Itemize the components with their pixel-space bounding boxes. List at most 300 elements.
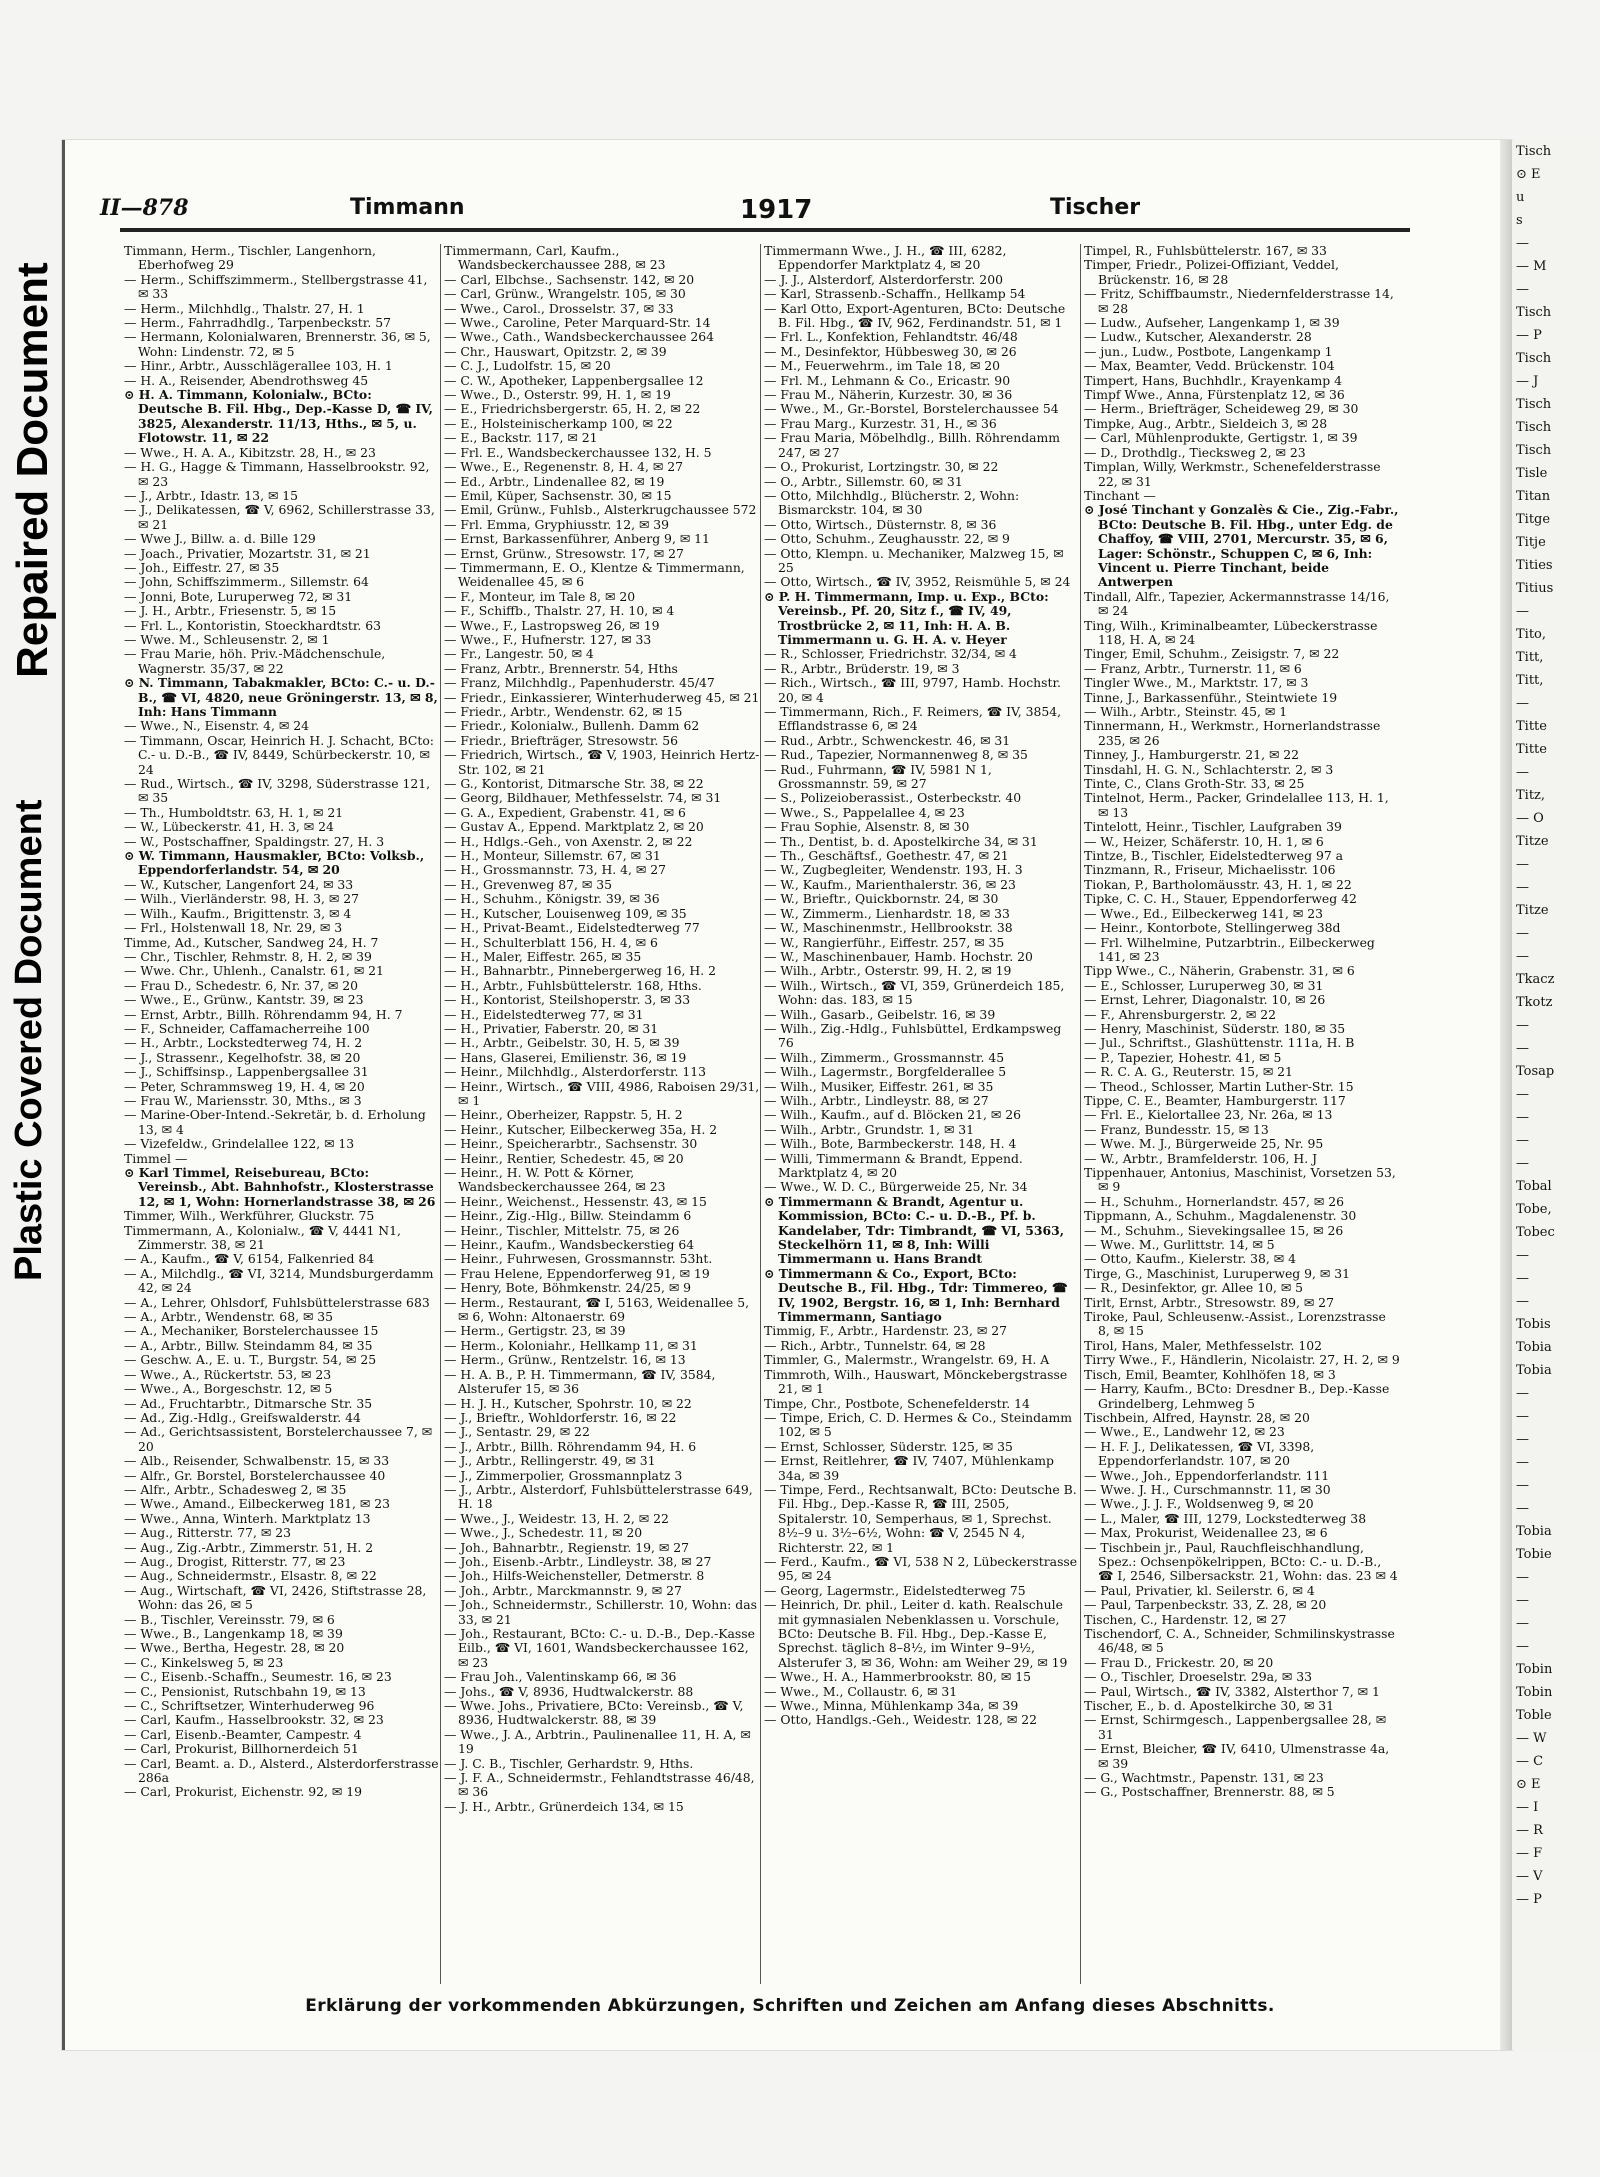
next-page-fragment: — — [1516, 765, 1529, 780]
directory-entry: Tirge, G., Maschinist, Luruperweg 9, ✉ 31 — [1084, 1265, 1350, 1281]
directory-entry: — R., Arbtr., Brüderstr. 19, ✉ 3 — [764, 660, 960, 676]
directory-entry: ⊙ N. Timmann, Tabakmakler, BCto: C.- u. D.-B., ☎ VI, 4820, neue Gröningerstr. 13, ✉ 8, Inh: Hans Timmann — [124, 675, 438, 719]
directory-entry: ⊙ Timmermann & Brandt, Agentur u. Kommission, BCto: C.- u. D.-B., Pf. b. Kandelaber, Tdr: Timbrandt, ☎ VI, 5363, Steckelhörn 11, ✉ 8, Inh: Willi Timmermann u. Hans Brandt — [764, 1193, 1065, 1267]
directory-entry: — M., Feuerwehrm., im Tale 18, ✉ 20 — [764, 358, 1001, 374]
directory-entry: — Henry, Maschinist, Süderstr. 180, ✉ 35 — [1084, 1020, 1346, 1036]
directory-entry: ⊙ Timmermann & Co., Export, BCto: Deutsche B., Fil. Hbg., Tdr: Timmereo, ☎ IV, 1902, Bergstr. 16, ✉ 1, Inh: Bernhard Timmermann, Santiago — [764, 1265, 1068, 1325]
directory-entry: Timpert, Hans, Buchhdlr., Krayenkamp 4 — [1084, 372, 1342, 388]
directory-entry: — Otto, Handlgs.-Geh., Weidestr. 128, ✉ 22 — [764, 1712, 1037, 1728]
directory-entry: — Tischbein jr., Paul, Rauchfleischhandlung, Spez.: Ochsenpökelrippen, BCto: C.- u. D.-B., ☎ I, 2546, Silbersackstr. 21, Wohn: das. 23 ✉ 4 — [1084, 1539, 1398, 1584]
directory-entry: — Wwe., S., Pappelallee 4, ✉ 23 — [764, 804, 965, 820]
next-page-fragment: Toble — [1516, 1708, 1552, 1723]
next-page-fragment: s — [1516, 213, 1523, 228]
directory-entry: — Wilh., Arbtr., Osterstr. 99, H. 2, ✉ 19 — [764, 963, 1012, 979]
directory-entry: — Ernst, Lehrer, Diagonalstr. 10, ✉ 26 — [1084, 992, 1326, 1008]
directory-entry: — Alfr., Gr. Borstel, Borstelerchaussee 40 — [124, 1467, 386, 1483]
directory-entry: — Friedr., Kolonialw., Bullenh. Damm 62 — [444, 718, 700, 734]
directory-entry: Tipke, C. C. H., Stauer, Eppendorferweg 42 — [1084, 891, 1357, 907]
directory-entry: — Wwe., Amand., Eilbeckerweg 181, ✉ 23 — [124, 1496, 390, 1512]
directory-entry: Timplan, Willy, Werkmstr., Schenefelderstrasse 22, ✉ 31 — [1084, 459, 1381, 489]
directory-entry: — Rud., Tapezier, Normannenweg 8, ✉ 35 — [764, 747, 1028, 763]
directory-entry: — C., Schriftsetzer, Winterhuderweg 96 — [124, 1698, 375, 1714]
directory-entry: — J. H., Arbtr., Grünerdeich 134, ✉ 15 — [444, 1798, 684, 1814]
directory-entry: — Wwe., Anna, Winterh. Marktplatz 13 — [124, 1510, 371, 1526]
directory-entry: Timmroth, Wilh., Hauswart, Mönckebergstrasse 21, ✉ 1 — [764, 1366, 1068, 1397]
directory-entry: Timmermann, A., Kolonialw., ☎ V, 4441 N1, Zimmerstr. 38, ✉ 21 — [124, 1222, 401, 1253]
directory-entry: — J., Zimmerpolier, Grossmannplatz 3 — [444, 1467, 683, 1483]
directory-entry: — H., Grevenweg 87, ✉ 35 — [444, 876, 612, 892]
directory-entry: — Aug., Schneidermstr., Elsastr. 8, ✉ 22 — [124, 1568, 377, 1584]
directory-entry: — C., Kinkelsweg 5, ✉ 23 — [124, 1654, 284, 1670]
next-page-fragment: — — [1516, 1110, 1529, 1125]
next-page-fragment: — — [1516, 236, 1529, 251]
directory-entry: — H., Arbtr., Lockstedterweg 74, H. 2 — [124, 1035, 363, 1051]
directory-entry: Tischen, C., Hardenstr. 12, ✉ 27 — [1084, 1611, 1287, 1627]
directory-entry: — Timmermann, Rich., F. Reimers, ☎ IV, 3854, Efflandstrasse 6, ✉ 24 — [764, 704, 1062, 734]
next-page-fragment: — — [1516, 857, 1529, 872]
directory-entry: — Timpe, Erich, C. D. Hermes & Co., Steindamm 102, ✉ 5 — [764, 1409, 1072, 1440]
directory-entry: — Willi, Timmermann & Brandt, Eppend. Marktplatz 4, ✉ 20 — [764, 1150, 1023, 1180]
next-page-fragment: — M — [1516, 259, 1547, 274]
directory-entry: Tinnermann, H., Werkmstr., Hornerlandstrasse 235, ✉ 26 — [1084, 718, 1381, 748]
directory-entry: — Aug., Ritterstr. 77, ✉ 23 — [124, 1525, 292, 1541]
directory-entry: — G. A., Expedient, Grabenstr. 41, ✉ 6 — [444, 804, 686, 820]
directory-entry: — J., Strassenr., Kegelhofstr. 38, ✉ 20 — [124, 1049, 361, 1065]
directory-entry: Timper, Friedr., Polizei-Offiziant, Veddel, Brückenstr. 16, ✉ 28 — [1084, 257, 1339, 287]
next-page-fragment: Titan — [1516, 489, 1551, 504]
directory-entry: — H., Bahnarbtr., Pinnebergerweg 16, H. 2 — [444, 963, 716, 979]
header-rule — [120, 228, 1410, 232]
next-page-fragment: Tisch — [1516, 443, 1552, 458]
directory-entry: — Fr., Langestr. 50, ✉ 4 — [444, 646, 594, 662]
directory-entry: — Heinr., Milchhdlg., Alsterdorferstr. 113 — [444, 1064, 707, 1080]
directory-entry: — Carl, Mühlenprodukte, Gertigstr. 1, ✉ 39 — [1084, 430, 1358, 446]
directory-entry: Timpel, R., Fuhlsbüttelerstr. 167, ✉ 33 — [1084, 244, 1327, 258]
directory-entry: Tingler Wwe., M., Marktstr. 17, ✉ 3 — [1084, 675, 1309, 691]
next-page-fragment: Tobia — [1516, 1340, 1552, 1355]
directory-entry: — Frau Marg., Kurzestr. 31, H., ✉ 36 — [764, 415, 997, 431]
directory-entry: — Franz, Milchhdlg., Papenhuderstr. 45/47 — [444, 675, 715, 691]
directory-entry: — Max, Beamter, Vedd. Brückenstr. 104 — [1084, 358, 1335, 374]
column-3 — [764, 244, 1080, 1984]
directory-entry: — Joh., Schneidermstr., Schillerstr. 10, Wohn: das 33, ✉ 21 — [444, 1597, 757, 1627]
footer-note: Erklärung der vorkommenden Abkürzungen, Schriften und Zeichen am Anfang dieses Abschnitts. — [305, 1996, 1275, 2016]
directory-entry: — Chr., Hauswart, Opitzstr. 2, ✉ 39 — [444, 343, 667, 359]
directory-entry: — M., Desinfektor, Hübbesweg 30, ✉ 26 — [764, 343, 1017, 359]
directory-entry: — Wilh., Wirtsch., ☎ VI, 359, Grünerdeich 185, Wohn: das. 183, ✉ 15 — [764, 977, 1065, 1008]
directory-entry: — Aug., Wirtschaft, ☎ VI, 2426, Stiftstrasse 28, Wohn: das 26, ✉ 5 — [124, 1582, 427, 1613]
directory-entry: ⊙ H. A. Timmann, Kolonialw., BCto: Deutsche B. Fil. Hbg., Dep.-Kasse D, ☎ IV, 3825, Alexanderstr. 11/13, Hths., ✉ 5, u. Flotowstr. 11, ✉ 22 — [124, 387, 433, 446]
directory-entry: — R., Schlosser, Friedrichstr. 32/34, ✉ 4 — [764, 646, 1017, 662]
directory-entry: Tirlt, Ernst, Arbtr., Stresowstr. 89, ✉ 27 — [1084, 1294, 1334, 1310]
directory-entry: — E., Holsteinischerkamp 100, ✉ 22 — [444, 415, 673, 431]
next-page-fragment: Tisch — [1516, 420, 1552, 435]
directory-entry: — Wwe., M., Collaustr. 6, ✉ 31 — [764, 1683, 958, 1699]
directory-entry: — Wwe., A., Borgeschstr. 12, ✉ 5 — [124, 1381, 333, 1397]
directory-entry: — Peter, Schrammsweg 19, H. 4, ✉ 20 — [124, 1078, 365, 1094]
directory-entry: Timmel — — [124, 1150, 188, 1166]
directory-entry: — C., Pensionist, Rutschbahn 19, ✉ 13 — [124, 1683, 366, 1699]
directory-entry: Tindall, Alfr., Tapezier, Ackermannstrasse 14/16, ✉ 24 — [1084, 588, 1390, 619]
directory-entry: — Frau W., Mariensstr. 30, Mths., ✉ 3 — [124, 1092, 362, 1108]
directory-entry: — Rud., Wirtsch., ☎ IV, 3298, Süderstrasse 121, ✉ 35 — [124, 776, 431, 806]
directory-entry: — F., Monteur, im Tale 8, ✉ 20 — [444, 588, 636, 604]
side-label-plastic: Plastic Covered Document — [8, 799, 50, 1281]
next-page-fragment: — — [1516, 1593, 1529, 1608]
directory-entry: Timpe, Chr., Postbote, Schenefelderstr. 14 — [764, 1395, 1030, 1411]
directory-entry: — Joh., Eiffestr. 27, ✉ 35 — [124, 559, 280, 575]
directory-entry: — J., Arbtr., Idastr. 13, ✉ 15 — [124, 487, 299, 503]
directory-entry: — Friedrich, Wirtsch., ☎ V, 1903, Heinrich Hertz-Str. 102, ✉ 21 — [444, 747, 760, 777]
column-1 — [124, 244, 440, 1984]
directory-entry: — H., Arbtr., Geibelstr. 30, H. 5, ✉ 39 — [444, 1035, 680, 1051]
next-page-fragment: Titt, — [1516, 673, 1544, 688]
directory-entry: — A., Kaufm., ☎ V, 6154, Falkenried 84 — [124, 1251, 375, 1267]
next-page-fragment: — — [1516, 1271, 1529, 1286]
directory-entry: — Wwe., Minna, Mühlenkamp 34a, ✉ 39 — [764, 1698, 1019, 1714]
directory-entry: — Paul, Tarpenbeckstr. 33, Z. 28, ✉ 20 — [1084, 1597, 1327, 1613]
next-page-fragment: — O — [1516, 811, 1544, 826]
next-page-fragment: Tkotz — [1516, 995, 1553, 1010]
directory-entry: — Rich., Wirtsch., ☎ III, 9797, Hamb. Hochstr. 20, ✉ 4 — [764, 675, 1061, 705]
directory-entry: — W., Zimmerm., Lienhardstr. 18, ✉ 33 — [764, 905, 1010, 921]
directory-entry: — H., Schulterblatt 156, H. 4, ✉ 6 — [444, 934, 658, 950]
directory-entry: — Frl. E., Kielortallee 23, Nr. 26a, ✉ 13 — [1084, 1107, 1333, 1123]
directory-entry: — G., Kontorist, Ditmarsche Str. 38, ✉ 22 — [444, 776, 704, 792]
column-4 — [1084, 244, 1400, 1984]
directory-entry: — Joh., Bahnarbtr., Regienstr. 19, ✉ 27 — [444, 1539, 689, 1555]
directory-entry: — C., Eisenb.-Schaffn., Seumestr. 16, ✉ 23 — [124, 1669, 392, 1685]
directory-entry: — Wwe. J. H., Curschmannstr. 11, ✉ 30 — [1084, 1481, 1331, 1497]
directory-entry: — Timpe, Ferd., Rechtsanwalt, BCto: Deutsche B. Fil. Hbg., Dep.-Kasse R, ☎ III, 2505, Spitalerstr. 10, Semperhaus, ✉ 1, Sprechst. 8½–9 u. 3½–6½, Wohn: ☎ V, 2545 N 4, Richterstr. 22, ✉ 1 — [764, 1481, 1077, 1555]
column-divider — [1080, 244, 1081, 1984]
directory-entry: — Gustav A., Eppend. Marktplatz 2, ✉ 20 — [444, 819, 704, 835]
next-page-fragment: — — [1516, 282, 1529, 297]
next-page-fragment: Tobie — [1516, 1547, 1552, 1562]
page-number: II—878 — [100, 195, 189, 221]
directory-entry: — W., Heizer, Schäferstr. 10, H. 1, ✉ 6 — [1084, 833, 1324, 849]
directory-entry: Tippmann, A., Schuhm., Magdalenenstr. 30 — [1084, 1208, 1357, 1224]
directory-entry: — H., Kutscher, Louisenweg 109, ✉ 35 — [444, 905, 687, 921]
next-page-fragment: — — [1516, 1294, 1529, 1309]
directory-entry: — Frl. L., Kontoristin, Stoeckhardtstr. 63 — [124, 617, 382, 633]
directory-entry: — Ernst, Grünw., Stresowstr. 17, ✉ 27 — [444, 545, 684, 561]
directory-entry: — O., Arbtr., Sillemstr. 60, ✉ 31 — [764, 473, 963, 489]
directory-entry: — Heinr., Kutscher, Eilbeckerweg 35a, H. 2 — [444, 1121, 718, 1137]
next-page-fragment: Titz, — [1516, 788, 1546, 803]
directory-entry: — W., Maschinenmstr., Hellbrookstr. 38 — [764, 920, 1013, 936]
directory-entry: — Ludw., Kutscher, Alexanderstr. 28 — [1084, 329, 1312, 345]
directory-entry: — H., Eidelstedterweg 77, ✉ 31 — [444, 1006, 644, 1022]
directory-entry: — Herm., Koloniahr., Hellkamp 11, ✉ 31 — [444, 1337, 698, 1353]
directory-entry: — J., Schiffsinsp., Lappenbergsallee 31 — [124, 1064, 369, 1080]
next-page-fragment: — — [1516, 1455, 1529, 1470]
directory-entry: — Wilh., Zig.-Hdlg., Fuhlsbüttel, Erdkampsweg 76 — [764, 1020, 1062, 1051]
directory-entry: Timme, Ad., Kutscher, Sandweg 24, H. 7 — [124, 934, 379, 950]
directory-entry: Tischendorf, C. A., Schneider, Schmilinskystrasse 46/48, ✉ 5 — [1084, 1626, 1395, 1656]
directory-entry: — Joh., Arbtr., Marckmannstr. 9, ✉ 27 — [444, 1582, 682, 1598]
next-page-fragment: — — [1516, 696, 1529, 711]
directory-entry: — Wwe. Johs., Privatiere, BCto: Vereinsb., ☎ V, 8936, Hudtwalckerstr. 88, ✉ 39 — [444, 1698, 744, 1728]
directory-entry: Tirol, Hans, Maler, Methfesselstr. 102 — [1084, 1337, 1323, 1353]
side-label-repaired: Repaired Document — [8, 262, 57, 678]
directory-entry: — Friedr., Einkassierer, Winterhuderweg 45, ✉ 21 — [444, 689, 760, 705]
directory-entry: — Heinr., Rentier, Schedestr. 45, ✉ 20 — [444, 1150, 684, 1166]
directory-entry: Tintelnot, Herm., Packer, Grindelallee 113, H. 1, ✉ 13 — [1084, 790, 1389, 820]
directory-entry: — G., Wachtmstr., Papenstr. 131, ✉ 23 — [1084, 1770, 1324, 1786]
directory-entry: — E., Backstr. 117, ✉ 21 — [444, 430, 598, 446]
directory-entry: Timmig, F., Arbtr., Hardenstr. 23, ✉ 27 — [764, 1323, 1008, 1339]
next-page-fragment: Tobin — [1516, 1662, 1553, 1677]
next-page-fragment: — — [1516, 604, 1529, 619]
directory-entry: — Carl, Kaufm., Hasselbrookstr. 32, ✉ 23 — [124, 1712, 384, 1728]
next-page-fragment: — — [1516, 1409, 1529, 1424]
directory-entry: — Frau Sophie, Alsenstr. 8, ✉ 30 — [764, 819, 970, 835]
directory-entry: — H., Schuhm., Hornerlandstr. 457, ✉ 26 — [1084, 1193, 1344, 1209]
next-page-fragment: — J — [1516, 374, 1539, 389]
directory-entry: — Geschw. A., E. u. T., Burgstr. 54, ✉ 25 — [124, 1352, 377, 1368]
directory-entry: — Jul., Schriftst., Glashüttenstr. 111a, H. B — [1084, 1035, 1355, 1051]
directory-entry: — A., Arbtr., Billw. Steindamm 84, ✉ 35 — [124, 1337, 373, 1353]
directory-entry: Tintze, B., Tischler, Eidelstedterweg 97 a — [1084, 848, 1344, 864]
directory-entry: — Wwe. Chr., Uhlenh., Canalstr. 61, ✉ 21 — [124, 963, 384, 979]
directory-entry: — Otto, Klempn. u. Mechaniker, Malzweg 15, ✉ 25 — [764, 545, 1064, 575]
next-page-fragment: Titte — [1516, 742, 1547, 757]
last-entry-heading: Tischer — [1050, 195, 1141, 220]
directory-entry: ⊙ W. Timmann, Hausmakler, BCto: Volksb., Eppendorferlandstr. 54, ✉ 20 — [124, 848, 425, 878]
directory-entry: — Wwe., E., Landwehr 12, ✉ 23 — [1084, 1424, 1285, 1440]
directory-entry: — Ad., Gerichtsassistent, Borstelerchaussee 7, ✉ 20 — [124, 1424, 433, 1454]
directory-entry: — Wwe., J., Weidestr. 13, H. 2, ✉ 22 — [444, 1510, 669, 1526]
year-heading: 1917 — [740, 195, 813, 225]
directory-entry: — Wwe., B., Langenkamp 18, ✉ 39 — [124, 1626, 343, 1641]
directory-entry: Tippe, C. E., Beamter, Hamburgerstr. 117 — [1084, 1092, 1346, 1108]
next-page-fragment: — — [1516, 1156, 1529, 1171]
directory-entry: — Carl, Prokurist, Eichenstr. 92, ✉ 19 — [124, 1784, 363, 1800]
directory-entry: — W., Kaufm., Marienthalerstr. 36, ✉ 23 — [764, 876, 1016, 892]
directory-entry: — F., Schneider, Caffamacherreihe 100 — [124, 1020, 370, 1036]
directory-entry: — Wwe., Ed., Eilbeckerweg 141, ✉ 23 — [1084, 905, 1323, 921]
directory-entry: — Wwe J., Billw. a. d. Bille 129 — [124, 531, 316, 547]
directory-entry: — P., Tapezier, Hohestr. 41, ✉ 5 — [1084, 1049, 1282, 1065]
directory-entry: — M., Schuhm., Sievekingsallee 15, ✉ 26 — [1084, 1222, 1344, 1238]
directory-entry: — Chr., Tischler, Rehmstr. 8, H. 2, ✉ 39 — [124, 948, 372, 964]
directory-entry: — Joh., Hilfs-Weichensteller, Detmerstr. 8 — [444, 1568, 705, 1584]
directory-entry: Tiroke, Paul, Schleusenw.-Assist., Lorenzstrasse 8, ✉ 15 — [1084, 1309, 1386, 1339]
directory-entry: — L., Maler, ☎ III, 1279, Lockstedterweg 38 — [1084, 1510, 1367, 1526]
directory-entry: — Frl. Wilhelmine, Putzarbtrin., Eilbeckerweg 141, ✉ 23 — [1084, 934, 1375, 964]
directory-entry: — Wilh., Arbtr., Steinstr. 45, ✉ 1 — [1084, 704, 1288, 719]
directory-entry: — G., Postschaffner, Brennerstr. 88, ✉ 5 — [1084, 1784, 1335, 1800]
next-page-fragment: Titje — [1516, 535, 1546, 550]
directory-entry: — J., Delikatessen, ☎ V, 6962, Schillerstrasse 33, ✉ 21 — [124, 502, 435, 532]
directory-entry: — Alb., Reisender, Schwalbenstr. 15, ✉ 33 — [124, 1453, 390, 1469]
directory-entry: — Hinr., Arbtr., Ausschlägerallee 103, H. 1 — [124, 358, 393, 374]
directory-entry: Timmann, Herm., Tischler, Langenhorn, Eberhofweg 29 — [124, 244, 376, 273]
directory-entry: Timpf Wwe., Anna, Fürstenplatz 12, ✉ 36 — [1084, 387, 1345, 403]
directory-entry: Tischer, E., b. d. Apostelkirche 30, ✉ 31 — [1084, 1698, 1335, 1714]
directory-entry: — Alfr., Arbtr., Schadesweg 2, ✉ 35 — [124, 1481, 347, 1497]
next-page-fragment: Tisch — [1516, 351, 1552, 366]
directory-entry: Tinzmann, R., Friseur, Michaelisstr. 106 — [1084, 862, 1336, 878]
directory-entry: — Herm., Briefträger, Scheideweg 29, ✉ 30 — [1084, 401, 1359, 417]
directory-entry: — H., Arbtr., Fuhlsbüttelerstr. 168, Hths. — [444, 977, 702, 993]
directory-entry: — R. C. A. G., Reuterstr. 15, ✉ 21 — [1084, 1064, 1293, 1080]
directory-entry: — J. C. B., Tischler, Gerhardstr. 9, Hths. — [444, 1755, 694, 1771]
directory-entry: Timmler, G., Malermstr., Wrangelstr. 69, H. A — [764, 1352, 1050, 1368]
next-page-fragment: — — [1516, 926, 1529, 941]
directory-entry: Tisch, Emil, Beamter, Kohlhöfen 18, ✉ 3 — [1084, 1366, 1336, 1382]
directory-entry: — Heinr., H. W. Pott & Körner, Wandsbeckerchaussee 264, ✉ 23 — [444, 1165, 666, 1195]
directory-entry: — Friedr., Arbtr., Wendenstr. 62, ✉ 15 — [444, 704, 683, 719]
directory-entry: — Ernst, Reitlehrer, ☎ IV, 7407, Mühlenkamp 34a, ✉ 39 — [764, 1453, 1054, 1483]
directory-entry: — Ernst, Bleicher, ☎ IV, 6410, Ulmenstrasse 4a, ✉ 39 — [1084, 1741, 1390, 1771]
directory-entry: ⊙ José Tinchant y Gonzalès & Cie., Zig.-Fabr., BCto: Deutsche B. Fil. Hbg., unter Edg. de Chaffoy, ☎ VIII, 2701, Mercurstr. 35, ✉ 6, Lager: Schönstr., Schuppen C, ✉ 6, Inh: Vincent u. Pierre Tinchant, beide Antwerpen — [1084, 502, 1399, 590]
directory-entry: — O., Prokurist, Lortzingstr. 30, ✉ 22 — [764, 459, 999, 475]
directory-entry: — H., Maler, Eiffestr. 265, ✉ 35 — [444, 948, 642, 964]
directory-entry: — Otto, Milchhdlg., Blücherstr. 2, Wohn: Bismarckstr. 104, ✉ 30 — [764, 487, 1020, 518]
directory-entry: — Frl., Holstenwall 18, Nr. 29, ✉ 3 — [124, 920, 343, 936]
directory-entry: — E., Friedrichsbergerstr. 65, H. 2, ✉ 22 — [444, 401, 701, 417]
column-2 — [444, 244, 760, 1984]
next-page-fragment: Titze — [1516, 834, 1549, 849]
directory-entry: Tipp Wwe., C., Näherin, Grabenstr. 31, ✉ 6 — [1084, 963, 1355, 979]
directory-entry: Tinsdahl, H. G. N., Schlachterstr. 2, ✉ 3 — [1084, 761, 1334, 777]
directory-entry: — Georg, Bildhauer, Methfesselstr. 74, ✉ 31 — [444, 790, 722, 806]
directory-entry: — Emil, Küper, Sachsenstr. 30, ✉ 15 — [444, 487, 672, 503]
directory-entry: — R., Desinfektor, gr. Allee 10, ✉ 5 — [1084, 1280, 1304, 1296]
next-page-fragment: — P — [1516, 328, 1542, 343]
directory-entry: — Wwe., H. A. A., Kibitzstr. 28, H., ✉ 23 — [124, 444, 376, 460]
directory-entry: — Wilh., Musiker, Eiffestr. 261, ✉ 35 — [764, 1078, 994, 1094]
directory-entry: — Aug., Drogist, Ritterstr. 77, ✉ 23 — [124, 1553, 346, 1569]
first-entry-heading: Timmann — [350, 195, 465, 220]
directory-entry: — W., Maschinenbauer, Hamb. Hochstr. 20 — [764, 948, 1033, 964]
directory-entry: Tintelott, Heinr., Tischler, Laufgraben 39 — [1084, 819, 1342, 835]
directory-entry: — H., Kontorist, Steilshoperstr. 3, ✉ 33 — [444, 992, 691, 1008]
directory-entry: — J., Sentastr. 29, ✉ 22 — [444, 1424, 590, 1440]
directory-entry: Tinte, C., Clans Groth-Str. 33, ✉ 25 — [1084, 776, 1305, 792]
directory-entry: — Wwe., J. J. F., Woldsenweg 9, ✉ 20 — [1084, 1496, 1314, 1512]
directory-entry: — J. J., Alsterdorf, Alsterdorferstr. 200 — [764, 271, 1003, 287]
directory-entry: — W., Arbtr., Bramfelderstr. 106, H. J — [1084, 1150, 1318, 1166]
directory-entry: — Wilh., Bote, Barmbeckerstr. 148, H. 4 — [764, 1136, 1017, 1152]
directory-entry: — Frau D., Schedestr. 6, Nr. 37, ✉ 20 — [124, 977, 359, 993]
directory-entry: — Wwe., E., Regenenstr. 8, H. 4, ✉ 27 — [444, 459, 683, 475]
next-page-fragment: ⊙ E — [1516, 1777, 1541, 1792]
directory-entry: — Ernst, Barkassenführer, Anberg 9, ✉ 11 — [444, 531, 710, 547]
directory-entry: — Wilh., Zimmerm., Grossmannstr. 45 — [764, 1049, 1005, 1065]
directory-entry: — Heinr., Tischler, Mittelstr. 75, ✉ 26 — [444, 1222, 680, 1238]
directory-entry: — Wwe., J., Schedestr. 11, ✉ 20 — [444, 1525, 643, 1541]
next-page-fragment: — — [1516, 1639, 1529, 1654]
directory-entry: — D., Drothdlg., Tiecksweg 2, ✉ 23 — [1084, 444, 1306, 460]
directory-entry: — Heinr., Wirtsch., ☎ VIII, 4986, Raboisen 29/31, ✉ 1 — [444, 1078, 760, 1108]
directory-entry: — Franz, Bundesstr. 15, ✉ 13 — [1084, 1121, 1269, 1137]
directory-entry: — Frau Marie, höh. Priv.-Mädchenschule, Wagnerstr. 35/37, ✉ 22 — [124, 646, 386, 676]
directory-entry: — H. F. J., Delikatessen, ☎ VI, 3398, Eppendorferlandstr. 107, ✉ 20 — [1084, 1438, 1315, 1469]
directory-entry: — W., Kutscher, Langenfort 24, ✉ 33 — [124, 876, 354, 892]
directory-entry: — W., Zugbegleiter, Wendenstr. 193, H. 3 — [764, 862, 1023, 878]
directory-entry: — Paul, Privatier, kl. Seilerstr. 6, ✉ 4 — [1084, 1582, 1315, 1598]
directory-entry: Ting, Wilh., Kriminalbeamter, Lübeckerstrasse 118, H. A, ✉ 24 — [1084, 617, 1378, 647]
directory-entry: — Frl. L., Konfektion, Fehlandtstr. 46/48 — [764, 329, 1018, 345]
next-page-edge — [1512, 140, 1600, 2050]
directory-entry: — Carl, Elbchse., Sachsenstr. 142, ✉ 20 — [444, 271, 695, 287]
directory-entry: Tinne, J., Barkassenführ., Steintwiete 19 — [1084, 689, 1338, 705]
directory-entry: — W., Brieftr., Quickbornstr. 24, ✉ 30 — [764, 891, 999, 907]
next-page-fragment: Titt, — [1516, 650, 1544, 665]
directory-entry: ⊙ P. H. Timmermann, Imp. u. Exp., BCto: Vereinsb., Pf. 20, Sitz f., ☎ IV, 49, Trostbrücke 2, ✉ 11, Inh: H. A. B. Timmermann u. G. H. A. v. Heyer — [764, 588, 1049, 647]
directory-entry: — Wwe., Joh., Eppendorferlandstr. 111 — [1084, 1467, 1330, 1483]
directory-entry: — Joh., Eisenb.-Arbtr., Lindleystr. 38, ✉ 27 — [444, 1553, 712, 1569]
directory-entry: — Friedr., Briefträger, Stresowstr. 56 — [444, 732, 679, 748]
directory-entry: — Wilh., Vierländerstr. 98, H. 3, ✉ 27 — [124, 891, 359, 907]
directory-entry: — Heinr., Fuhrwesen, Grossmannstr. 53ht. — [444, 1251, 713, 1267]
directory-entry: — Ad., Zig.-Hdlg., Greifswalderstr. 44 — [124, 1409, 361, 1425]
directory-entry: — Hermann, Kolonialwaren, Brennerstr. 36, ✉ 5, Wohn: Lindenstr. 72, ✉ 5 — [124, 329, 431, 359]
next-page-fragment: Tito, — [1516, 627, 1547, 642]
directory-entry: — Th., Geschäftsf., Goethestr. 47, ✉ 21 — [764, 848, 1009, 864]
directory-entry: — Wilh., Arbtr., Lindleystr. 88, ✉ 27 — [764, 1092, 989, 1108]
next-page-fragment: — — [1516, 1432, 1529, 1447]
next-page-fragment: — F — [1516, 1846, 1543, 1861]
directory-entry: — Marine-Ober-Intend.-Sekretär, b. d. Erholung 13, ✉ 4 — [124, 1107, 426, 1137]
directory-entry: Timmermann, Carl, Kaufm., Wandsbeckerchaussee 288, ✉ 23 — [444, 244, 666, 273]
directory-entry: — B., Tischler, Vereinsstr. 79, ✉ 6 — [124, 1611, 335, 1627]
directory-entry: — Herm., Restaurant, ☎ I, 5163, Weidenallee 5, ✉ 6, Wohn: Altonaerstr. 69 — [444, 1294, 750, 1325]
directory-entry: — Georg, Lagermstr., Eidelstedterweg 75 — [764, 1582, 1026, 1598]
next-page-fragment: Tisle — [1516, 466, 1548, 481]
directory-entry: — H., Monteur, Sillemstr. 67, ✉ 31 — [444, 848, 661, 864]
directory-entry: — Wwe. M. J., Bürgerweide 25, Nr. 95 — [1084, 1136, 1324, 1152]
page-edge — [62, 140, 65, 2050]
directory-entry: — Frl. Emma, Gryphiusstr. 12, ✉ 39 — [444, 516, 670, 532]
next-page-fragment: — P — [1516, 1892, 1542, 1907]
directory-entry: — Vizefeldw., Grindelallee 122, ✉ 13 — [124, 1136, 355, 1152]
directory-entry: — Wwe., Caroline, Peter Marquard-Str. 14 — [444, 315, 711, 331]
directory-entry: — Johs., ☎ V, 8936, Hudtwalckerstr. 88 — [444, 1683, 694, 1699]
directory-entry: Tirry Wwe., F., Händlerin, Nicolaistr. 27, H. 2, ✉ 9 — [1084, 1352, 1400, 1368]
directory-entry: — C. W., Apotheker, Lappenbergsallee 12 — [444, 372, 704, 388]
next-page-fragment: Tosap — [1516, 1064, 1555, 1079]
directory-entry: — Franz, Arbtr., Turnerstr. 11, ✉ 6 — [1084, 660, 1302, 676]
directory-entry: — Otto, Schuhm., Zeughausstr. 22, ✉ 9 — [764, 531, 1010, 547]
directory-entry: — Wilh., Arbtr., Grundstr. 1, ✉ 31 — [764, 1121, 975, 1137]
directory-entry: — Wilh., Gasarb., Geibelstr. 16, ✉ 39 — [764, 1006, 996, 1022]
directory-entry: — Wilh., Kaufm., auf d. Blöcken 21, ✉ 26 — [764, 1107, 1022, 1123]
directory-entry: — H., Grossmannstr. 73, H. 4, ✉ 27 — [444, 862, 666, 878]
directory-entry: — Otto, Kaufm., Kielerstr. 38, ✉ 4 — [1084, 1251, 1296, 1267]
next-page-fragment: — — [1516, 1133, 1529, 1148]
directory-entry: — J. H., Arbtr., Friesenstr. 5, ✉ 15 — [124, 603, 337, 619]
next-page-fragment: — — [1516, 1478, 1529, 1493]
directory-entry: — Herm., Gertigstr. 23, ✉ 39 — [444, 1323, 626, 1339]
next-page-fragment: Tities — [1516, 558, 1553, 573]
next-page-fragment: — — [1516, 1018, 1529, 1033]
next-page-fragment: Tisch — [1516, 305, 1552, 320]
directory-entry: — Wwe., A., Rückertstr. 53, ✉ 23 — [124, 1366, 332, 1382]
directory-entry: — H., Privat-Beamt., Eidelstedterweg 77 — [444, 920, 700, 936]
directory-entry: — Harry, Kaufm., BCto: Dresdner B., Dep.-Kasse Grindelberg, Lehmweg 5 — [1084, 1381, 1390, 1411]
directory-entry: — Max, Prokurist, Weidenallee 23, ✉ 6 — [1084, 1525, 1328, 1541]
next-page-fragment: Tobe, — [1516, 1202, 1552, 1217]
directory-entry: — Joh., Restaurant, BCto: C.- u. D.-B., Dep.-Kasse Eilb., ☎ VI, 1601, Wandsbeckerchaussee 162, ✉ 23 — [444, 1626, 755, 1670]
next-page-fragment: — — [1516, 1616, 1529, 1631]
next-page-fragment: — — [1516, 1087, 1529, 1102]
directory-entry: Tinney, J., Hamburgerstr. 21, ✉ 22 — [1084, 747, 1300, 763]
directory-entry: — Herm., Fahrradhdlg., Tarpenbeckstr. 57 — [124, 315, 391, 331]
